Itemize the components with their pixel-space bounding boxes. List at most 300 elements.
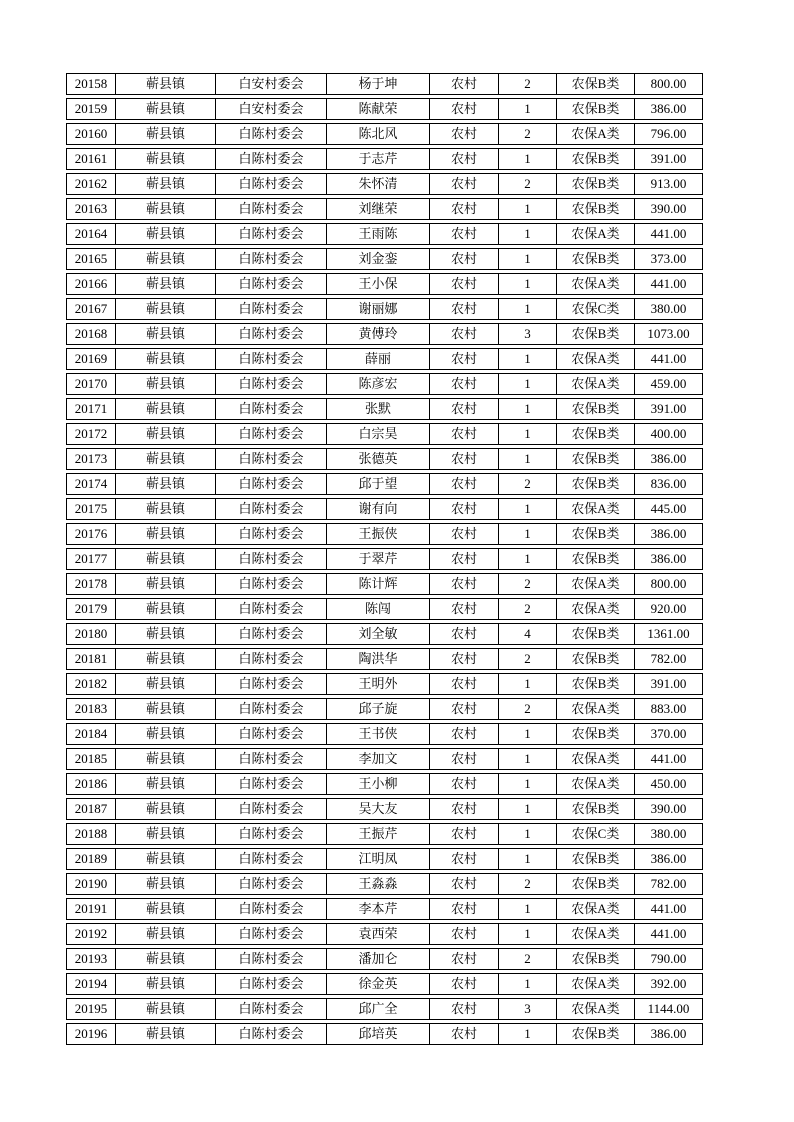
table-row (66, 648, 703, 670)
table-cell-town: 蕲县镇 (116, 574, 216, 594)
table-row (66, 98, 703, 120)
table-cell-category: 农保A类 (557, 499, 635, 519)
table-cell-name: 于志芹 (327, 149, 430, 169)
table-cell-residence: 农村 (430, 174, 499, 194)
table-cell-category: 农保A类 (557, 124, 635, 144)
table-cell-town: 蕲县镇 (116, 999, 216, 1019)
table-cell-name: 谢有向 (327, 499, 430, 519)
table-cell-village: 白陈村委会 (216, 849, 327, 869)
table-cell-name: 陈计辉 (327, 574, 430, 594)
table-cell-amount: 450.00 (650, 776, 687, 791)
table-row (66, 1023, 703, 1045)
table-row (66, 123, 703, 145)
table-cell-name: 李加文 (327, 749, 430, 769)
table-cell-village: 白陈村委会 (216, 424, 327, 444)
table-cell-town: 蕲县镇 (116, 599, 216, 619)
table-cell-category: 农保A类 (557, 699, 635, 719)
table-cell-residence: 农村 (430, 774, 499, 794)
table-row (66, 698, 703, 720)
table-cell-village: 白陈村委会 (216, 724, 327, 744)
table-cell-name: 谢丽娜 (327, 299, 430, 319)
table-cell-count: 1 (499, 974, 557, 994)
table-cell-amount: 441.00 (650, 351, 687, 366)
table-cell-residence: 农村 (430, 474, 499, 494)
table-cell-id: 20170 (67, 374, 116, 394)
table-row (66, 423, 703, 445)
table-cell-town: 蕲县镇 (116, 674, 216, 694)
table-cell-residence: 农村 (430, 524, 499, 544)
table-cell-town: 蕲县镇 (116, 474, 216, 494)
table-cell-residence: 农村 (430, 99, 499, 119)
table-cell-name: 朱怀清 (327, 174, 430, 194)
table-cell-amount: 1073.00 (647, 326, 690, 341)
table-cell-category: 农保B类 (557, 674, 635, 694)
table-row (66, 248, 703, 270)
table-cell-amount: 1144.00 (647, 1001, 690, 1016)
table-cell-id: 20190 (67, 874, 116, 894)
table-cell-id: 20195 (67, 999, 116, 1019)
table-cell-village: 白陈村委会 (216, 349, 327, 369)
table-cell-town: 蕲县镇 (116, 949, 216, 969)
table-cell-id: 20184 (67, 724, 116, 744)
table-cell-name: 王小柳 (327, 774, 430, 794)
table-cell-name: 王振芹 (327, 824, 430, 844)
table-cell-town: 蕲县镇 (116, 249, 216, 269)
table-cell-name: 于翠芹 (327, 549, 430, 569)
table-cell-town: 蕲县镇 (116, 974, 216, 994)
table-cell-count: 1 (499, 249, 557, 269)
table-cell-category: 农保B类 (557, 849, 635, 869)
table-cell-count: 3 (499, 999, 557, 1019)
table-cell-town: 蕲县镇 (116, 874, 216, 894)
table-cell-id: 20165 (67, 249, 116, 269)
table-cell-category: 农保B类 (557, 874, 635, 894)
table-cell-count: 1 (499, 99, 557, 119)
table-cell-category: 农保B类 (557, 324, 635, 344)
table-cell-category: 农保B类 (557, 249, 635, 269)
table-cell-amount: 796.00 (650, 126, 687, 141)
table-cell-amount: 883.00 (650, 701, 687, 716)
table-cell-category: 农保B类 (557, 424, 635, 444)
table-cell-name: 王明外 (327, 674, 430, 694)
table-row (66, 348, 703, 370)
table-cell-residence: 农村 (430, 274, 499, 294)
table-cell-count: 1 (499, 374, 557, 394)
table-row (66, 923, 703, 945)
table-cell-town: 蕲县镇 (116, 549, 216, 569)
table-cell-village: 白陈村委会 (216, 474, 327, 494)
table-cell-category: 农保B类 (557, 449, 635, 469)
table-cell-village: 白陈村委会 (216, 274, 327, 294)
table-cell-id: 20160 (67, 124, 116, 144)
table-cell-town: 蕲县镇 (116, 699, 216, 719)
table-cell-village: 白陈村委会 (216, 774, 327, 794)
table-cell-residence: 农村 (430, 499, 499, 519)
table-row (66, 748, 703, 770)
table-cell-village: 白陈村委会 (216, 749, 327, 769)
table-cell-id: 20183 (67, 699, 116, 719)
table-cell-residence: 农村 (430, 799, 499, 819)
table-cell-count: 1 (499, 224, 557, 244)
table-cell-town: 蕲县镇 (116, 74, 216, 94)
table-cell-amount: 441.00 (650, 276, 687, 291)
table-cell-amount: 391.00 (650, 151, 687, 166)
table-cell-count: 4 (499, 624, 557, 644)
table-cell-category: 农保C类 (557, 299, 635, 319)
table-cell-residence: 农村 (430, 574, 499, 594)
table-cell-category: 农保B类 (557, 1024, 635, 1044)
table-cell-amount: 390.00 (650, 801, 687, 816)
table-cell-count: 1 (499, 549, 557, 569)
table-cell-category: 农保B类 (557, 399, 635, 419)
table-cell-amount: 380.00 (650, 301, 687, 316)
table-cell-residence: 农村 (430, 999, 499, 1019)
table-cell-village: 白陈村委会 (216, 799, 327, 819)
table-row (66, 548, 703, 570)
table-cell-count: 1 (499, 824, 557, 844)
table-cell-id: 20179 (67, 599, 116, 619)
table-cell-id: 20172 (67, 424, 116, 444)
table-cell-village: 白陈村委会 (216, 624, 327, 644)
table-cell-amount: 800.00 (650, 76, 687, 91)
table-cell-village: 白陈村委会 (216, 574, 327, 594)
table-cell-name: 王振侠 (327, 524, 430, 544)
table-cell-id: 20164 (67, 224, 116, 244)
table-cell-residence: 农村 (430, 324, 499, 344)
table-cell-name: 陶洪华 (327, 649, 430, 669)
table-cell-id: 20169 (67, 349, 116, 369)
table-cell-amount: 782.00 (650, 876, 687, 891)
table-cell-id: 20161 (67, 149, 116, 169)
table-cell-amount: 800.00 (650, 576, 687, 591)
table-cell-town: 蕲县镇 (116, 399, 216, 419)
table-cell-amount: 391.00 (650, 676, 687, 691)
table-cell-count: 1 (499, 274, 557, 294)
table-cell-category: 农保A类 (557, 374, 635, 394)
table-cell-village: 白陈村委会 (216, 149, 327, 169)
table-cell-amount: 1361.00 (647, 626, 690, 641)
table-cell-id: 20189 (67, 849, 116, 869)
table-cell-id: 20178 (67, 574, 116, 594)
table-row (66, 73, 703, 95)
table-cell-town: 蕲县镇 (116, 349, 216, 369)
table-cell-amount: 380.00 (650, 826, 687, 841)
table-cell-residence: 农村 (430, 924, 499, 944)
table-cell-count: 1 (499, 774, 557, 794)
table-cell-residence: 农村 (430, 874, 499, 894)
table-cell-town: 蕲县镇 (116, 724, 216, 744)
table-cell-count: 1 (499, 299, 557, 319)
table-row (66, 973, 703, 995)
table-row (66, 373, 703, 395)
table-cell-amount: 400.00 (650, 426, 687, 441)
table-cell-name: 李本芹 (327, 899, 430, 919)
table-cell-amount: 386.00 (650, 551, 687, 566)
table-cell-count: 1 (499, 799, 557, 819)
table-cell-town: 蕲县镇 (116, 749, 216, 769)
table-cell-category: 农保B类 (557, 99, 635, 119)
table-cell-name: 吴大友 (327, 799, 430, 819)
table-cell-residence: 农村 (430, 149, 499, 169)
table-cell-id: 20175 (67, 499, 116, 519)
table-cell-count: 2 (499, 599, 557, 619)
table-cell-name: 袁西荣 (327, 924, 430, 944)
table-cell-id: 20180 (67, 624, 116, 644)
table-cell-village: 白陈村委会 (216, 899, 327, 919)
table-cell-name: 徐金英 (327, 974, 430, 994)
table-cell-category: 农保A类 (557, 574, 635, 594)
table-cell-village: 白陈村委会 (216, 674, 327, 694)
table-cell-residence: 农村 (430, 224, 499, 244)
table-cell-village: 白陈村委会 (216, 949, 327, 969)
table-cell-category: 农保B类 (557, 149, 635, 169)
table-cell-town: 蕲县镇 (116, 799, 216, 819)
table-cell-name: 刘全敏 (327, 624, 430, 644)
table-cell-village: 白陈村委会 (216, 599, 327, 619)
table-cell-count: 1 (499, 849, 557, 869)
table-cell-amount: 836.00 (650, 476, 687, 491)
table-cell-count: 3 (499, 324, 557, 344)
table-cell-id: 20166 (67, 274, 116, 294)
table-cell-village: 白陈村委会 (216, 874, 327, 894)
table-cell-name: 张德英 (327, 449, 430, 469)
table-cell-town: 蕲县镇 (116, 924, 216, 944)
table-cell-residence: 农村 (430, 449, 499, 469)
table-cell-village: 白陈村委会 (216, 699, 327, 719)
table-cell-amount: 386.00 (650, 101, 687, 116)
table-row (66, 998, 703, 1020)
table-row (66, 773, 703, 795)
table-row (66, 323, 703, 345)
table-cell-residence: 农村 (430, 849, 499, 869)
table-cell-name: 杨于坤 (327, 74, 430, 94)
table-cell-name: 薛丽 (327, 349, 430, 369)
table-cell-name: 邱广全 (327, 999, 430, 1019)
table-cell-id: 20176 (67, 524, 116, 544)
table-cell-count: 1 (499, 449, 557, 469)
table-cell-category: 农保B类 (557, 199, 635, 219)
table-cell-count: 2 (499, 649, 557, 669)
table-cell-name: 陈彦宏 (327, 374, 430, 394)
table-cell-village: 白陈村委会 (216, 299, 327, 319)
table-cell-amount: 441.00 (650, 926, 687, 941)
table-cell-town: 蕲县镇 (116, 649, 216, 669)
table-cell-category: 农保B类 (557, 74, 635, 94)
table-row (66, 898, 703, 920)
table-cell-name: 刘金銮 (327, 249, 430, 269)
table-row (66, 473, 703, 495)
table-cell-amount: 782.00 (650, 651, 687, 666)
table-cell-residence: 农村 (430, 599, 499, 619)
table-cell-village: 白陈村委会 (216, 824, 327, 844)
table-cell-residence: 农村 (430, 199, 499, 219)
table-cell-name: 白宗昊 (327, 424, 430, 444)
table-cell-id: 20188 (67, 824, 116, 844)
table-row (66, 198, 703, 220)
table-cell-id: 20191 (67, 899, 116, 919)
table-cell-amount: 441.00 (650, 226, 687, 241)
table-cell-amount: 392.00 (650, 976, 687, 991)
table-cell-category: 农保A类 (557, 974, 635, 994)
table-cell-residence: 农村 (430, 1024, 499, 1044)
table-cell-residence: 农村 (430, 649, 499, 669)
table-cell-town: 蕲县镇 (116, 99, 216, 119)
table-cell-category: 农保B类 (557, 949, 635, 969)
table-cell-name: 王雨陈 (327, 224, 430, 244)
table-row (66, 398, 703, 420)
table-cell-category: 农保A类 (557, 224, 635, 244)
table-cell-residence: 农村 (430, 749, 499, 769)
table-cell-name: 江明凤 (327, 849, 430, 869)
table-cell-amount: 790.00 (650, 951, 687, 966)
table-cell-count: 2 (499, 574, 557, 594)
table-cell-category: 农保B类 (557, 799, 635, 819)
table-cell-amount: 441.00 (650, 901, 687, 916)
table-cell-category: 农保B类 (557, 174, 635, 194)
table-cell-residence: 农村 (430, 699, 499, 719)
table-cell-category: 农保B类 (557, 524, 635, 544)
table-cell-town: 蕲县镇 (116, 1024, 216, 1044)
table-cell-amount: 441.00 (650, 751, 687, 766)
table-cell-town: 蕲县镇 (116, 149, 216, 169)
table-cell-village: 白陈村委会 (216, 199, 327, 219)
table-cell-count: 2 (499, 474, 557, 494)
table-cell-name: 邱培英 (327, 1024, 430, 1044)
table-cell-residence: 农村 (430, 674, 499, 694)
table-row (66, 873, 703, 895)
table-cell-id: 20186 (67, 774, 116, 794)
table-row (66, 273, 703, 295)
table-cell-count: 2 (499, 174, 557, 194)
table-cell-category: 农保C类 (557, 824, 635, 844)
table-cell-id: 20185 (67, 749, 116, 769)
table-cell-id: 20194 (67, 974, 116, 994)
table-row (66, 448, 703, 470)
table-row (66, 148, 703, 170)
table-cell-town: 蕲县镇 (116, 174, 216, 194)
table-cell-id: 20174 (67, 474, 116, 494)
table-cell-id: 20196 (67, 1024, 116, 1044)
table-cell-id: 20168 (67, 324, 116, 344)
table-cell-residence: 农村 (430, 899, 499, 919)
table-cell-village: 白陈村委会 (216, 124, 327, 144)
table-row (66, 848, 703, 870)
table-cell-id: 20192 (67, 924, 116, 944)
table-cell-category: 农保A类 (557, 599, 635, 619)
table-cell-village: 白陈村委会 (216, 249, 327, 269)
table-cell-id: 20181 (67, 649, 116, 669)
table-row (66, 223, 703, 245)
table-cell-category: 农保A类 (557, 274, 635, 294)
table-cell-village: 白陈村委会 (216, 324, 327, 344)
table-cell-town: 蕲县镇 (116, 524, 216, 544)
table-cell-town: 蕲县镇 (116, 499, 216, 519)
table-cell-amount: 373.00 (650, 251, 687, 266)
table-cell-count: 1 (499, 749, 557, 769)
table-cell-residence: 农村 (430, 249, 499, 269)
table-cell-town: 蕲县镇 (116, 774, 216, 794)
table-cell-village: 白陈村委会 (216, 224, 327, 244)
table-cell-category: 农保B类 (557, 474, 635, 494)
table-cell-name: 刘继荣 (327, 199, 430, 219)
table-cell-amount: 390.00 (650, 201, 687, 216)
table-cell-town: 蕲县镇 (116, 224, 216, 244)
table-cell-name: 邱子旋 (327, 699, 430, 719)
table-cell-count: 1 (499, 149, 557, 169)
table-cell-amount: 386.00 (650, 851, 687, 866)
table-cell-count: 1 (499, 899, 557, 919)
table-row (66, 298, 703, 320)
table-cell-residence: 农村 (430, 549, 499, 569)
table-cell-village: 白安村委会 (216, 99, 327, 119)
table-cell-village: 白陈村委会 (216, 1024, 327, 1044)
table-cell-name: 邱于望 (327, 474, 430, 494)
table-cell-residence: 农村 (430, 824, 499, 844)
table-cell-id: 20193 (67, 949, 116, 969)
table-cell-id: 20187 (67, 799, 116, 819)
table-cell-name: 陈闯 (327, 599, 430, 619)
table-cell-name: 王小保 (327, 274, 430, 294)
table-cell-village: 白陈村委会 (216, 974, 327, 994)
table-cell-count: 2 (499, 699, 557, 719)
table-cell-id: 20173 (67, 449, 116, 469)
table-cell-residence: 农村 (430, 374, 499, 394)
table-cell-count: 2 (499, 124, 557, 144)
table-cell-town: 蕲县镇 (116, 449, 216, 469)
table-cell-name: 王淼淼 (327, 874, 430, 894)
table-cell-town: 蕲县镇 (116, 274, 216, 294)
table-cell-category: 农保A类 (557, 924, 635, 944)
table-row (66, 673, 703, 695)
table-cell-village: 白陈村委会 (216, 399, 327, 419)
table-cell-amount: 445.00 (650, 501, 687, 516)
table-cell-amount: 920.00 (650, 601, 687, 616)
table-cell-town: 蕲县镇 (116, 124, 216, 144)
table-cell-category: 农保A类 (557, 999, 635, 1019)
table-cell-name: 潘加仑 (327, 949, 430, 969)
table-cell-count: 1 (499, 674, 557, 694)
table-cell-amount: 913.00 (650, 176, 687, 191)
table-cell-town: 蕲县镇 (116, 199, 216, 219)
table-cell-category: 农保A类 (557, 349, 635, 369)
table-cell-residence: 农村 (430, 624, 499, 644)
table-cell-count: 1 (499, 724, 557, 744)
table-cell-village: 白陈村委会 (216, 524, 327, 544)
table-cell-town: 蕲县镇 (116, 624, 216, 644)
table-cell-category: 农保A类 (557, 749, 635, 769)
table-row (66, 598, 703, 620)
table-row (66, 823, 703, 845)
table-cell-amount: 391.00 (650, 401, 687, 416)
table-cell-id: 20177 (67, 549, 116, 569)
table-cell-town: 蕲县镇 (116, 324, 216, 344)
table-cell-village: 白陈村委会 (216, 549, 327, 569)
table-row (66, 523, 703, 545)
table-cell-village: 白陈村委会 (216, 924, 327, 944)
table-cell-count: 1 (499, 399, 557, 419)
table-cell-count: 1 (499, 924, 557, 944)
table-cell-count: 2 (499, 74, 557, 94)
table-cell-id: 20159 (67, 99, 116, 119)
table-cell-id: 20162 (67, 174, 116, 194)
table-cell-count: 1 (499, 349, 557, 369)
table-cell-village: 白陈村委会 (216, 374, 327, 394)
table-cell-town: 蕲县镇 (116, 899, 216, 919)
table-cell-category: 农保A类 (557, 899, 635, 919)
table-cell-count: 1 (499, 424, 557, 444)
table-cell-count: 1 (499, 499, 557, 519)
table-cell-town: 蕲县镇 (116, 299, 216, 319)
